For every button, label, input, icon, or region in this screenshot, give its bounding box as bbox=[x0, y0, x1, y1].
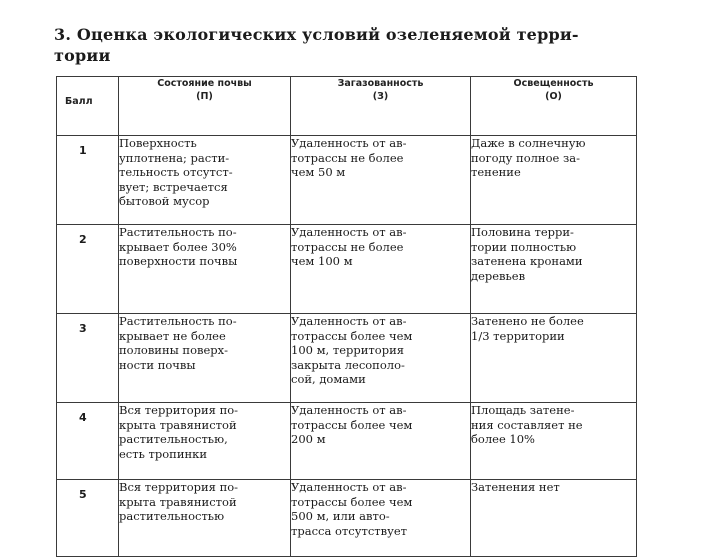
header-pollution-code: (З) bbox=[372, 91, 389, 102]
row-light bbox=[471, 480, 637, 557]
row-light bbox=[471, 225, 637, 314]
row-pollution-text: Удаленность от ав- тотрассы не более чем 100 м bbox=[291, 225, 407, 268]
header-light-label: Освещенность bbox=[513, 78, 594, 89]
row-light-text: Площадь затене- ния составляет не более 10% bbox=[471, 403, 583, 446]
table-row bbox=[57, 225, 637, 314]
row-score: 4 bbox=[57, 403, 119, 480]
header-light-code: (О) bbox=[545, 91, 562, 102]
row-score: 1 bbox=[57, 136, 119, 225]
row-soil bbox=[119, 136, 291, 225]
row-light-text: Затенения нет bbox=[471, 480, 560, 494]
section-heading-line-2: тории bbox=[54, 46, 111, 65]
table-row bbox=[57, 314, 637, 403]
row-light-text: Затенено не более 1/3 территории bbox=[471, 314, 584, 343]
row-soil bbox=[119, 225, 291, 314]
ecological-assessment-table bbox=[56, 76, 637, 557]
header-pollution-label: Загазованность bbox=[337, 78, 424, 89]
header-soil-code: (П) bbox=[196, 91, 213, 102]
header-score bbox=[57, 77, 119, 136]
row-light bbox=[471, 136, 637, 225]
row-soil-text: Растительность по- крывает не более половины поверх- ности почвы bbox=[119, 314, 237, 372]
row-pollution bbox=[291, 480, 471, 557]
row-score: 2 bbox=[57, 225, 119, 314]
header-pollution bbox=[291, 77, 471, 136]
row-light bbox=[471, 314, 637, 403]
header-soil bbox=[119, 77, 291, 136]
header-score-label: Балл bbox=[65, 96, 93, 107]
row-soil-text: Растительность по- крывает более 30% поверхности почвы bbox=[119, 225, 238, 268]
table-header-row bbox=[57, 77, 637, 136]
row-soil-text: Поверхность уплотнена; расти- тельность отсутст- вует; встречается бытовой мусор bbox=[119, 136, 233, 208]
row-pollution bbox=[291, 314, 471, 403]
row-pollution-text: Удаленность от ав- тотрассы более чем 100 м, территория закрыта лесополо- сой, домами bbox=[291, 314, 413, 386]
section-heading-line-1: 3. Оценка экологических условий озеленяемой терри- bbox=[54, 25, 579, 44]
row-light bbox=[471, 403, 637, 480]
row-soil-text: Вся территория по- крыта травянистой растительностью bbox=[119, 480, 239, 523]
row-soil bbox=[119, 403, 291, 480]
table-row bbox=[57, 403, 637, 480]
row-soil bbox=[119, 480, 291, 557]
row-pollution bbox=[291, 403, 471, 480]
row-pollution bbox=[291, 136, 471, 225]
row-soil bbox=[119, 314, 291, 403]
row-light-text: Даже в солнечную погоду полное за- тенение bbox=[471, 136, 586, 179]
row-pollution bbox=[291, 225, 471, 314]
table-row bbox=[57, 480, 637, 557]
row-pollution-text: Удаленность от ав- тотрассы более чем 500 м, или авто- трасса отсутствует bbox=[291, 480, 413, 538]
header-soil-label: Состояние почвы bbox=[157, 78, 252, 89]
row-score: 3 bbox=[57, 314, 119, 403]
table-row bbox=[57, 136, 637, 225]
row-light-text: Половина терри- тории полностью затенена кронами деревьев bbox=[471, 225, 583, 283]
row-soil-text: Вся территория по- крыта травянистой растительностью, есть тропинки bbox=[119, 403, 239, 461]
header-light bbox=[471, 77, 637, 136]
row-pollution-text: Удаленность от ав- тотрассы более чем 200 м bbox=[291, 403, 413, 446]
row-score: 5 bbox=[57, 480, 119, 557]
section-heading bbox=[54, 24, 654, 66]
row-pollution-text: Удаленность от ав- тотрассы не более чем 50 м bbox=[291, 136, 407, 179]
